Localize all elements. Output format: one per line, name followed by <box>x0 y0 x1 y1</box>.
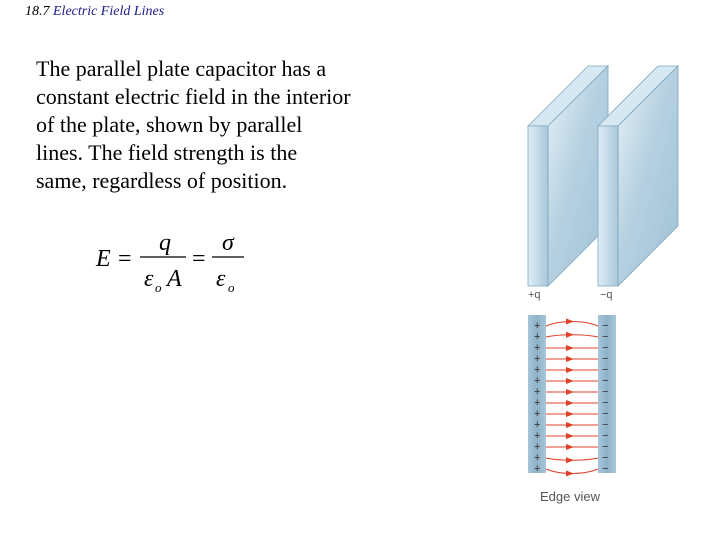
minus-sign: − <box>602 386 609 398</box>
minus-sign: − <box>602 331 609 343</box>
eq-frac2-den-sub: o <box>228 280 235 295</box>
plus-sign: + <box>534 397 541 409</box>
section-title: Electric Field Lines <box>53 4 165 19</box>
description-line: constant electric field in the interior <box>36 84 351 109</box>
minus-sign: − <box>602 342 609 354</box>
minus-sign: − <box>602 441 609 453</box>
field-equation <box>92 226 262 296</box>
minus-sign: − <box>602 463 609 475</box>
description-line: lines. The field strength is the <box>36 140 298 165</box>
description-line: same, regardless of position. <box>36 168 288 193</box>
plus-sign: + <box>534 353 541 365</box>
field-arrow <box>566 444 574 450</box>
field-arrow <box>566 400 574 406</box>
field-arrow <box>566 345 574 351</box>
plus-sign: + <box>534 430 541 442</box>
capacitor-figure <box>500 60 700 520</box>
eq-equals-2: = <box>192 246 206 272</box>
right-plate <box>598 66 678 286</box>
minus-sign: − <box>602 430 609 442</box>
plus-sign: + <box>534 408 541 420</box>
field-arrow <box>566 367 574 373</box>
edge-view-caption: Edge view <box>540 489 600 504</box>
field-arrow <box>566 457 574 463</box>
plus-sign: + <box>534 386 541 398</box>
eq-frac1-den-eps: ε <box>144 266 154 292</box>
description-line: of the plate, shown by parallel <box>36 112 303 137</box>
section-number: 18.7 <box>25 4 50 19</box>
field-arrow <box>566 356 574 362</box>
field-arrow <box>566 411 574 417</box>
plus-sign: + <box>534 342 541 354</box>
field-arrow <box>566 471 574 477</box>
positive-charges <box>534 320 540 475</box>
plus-sign: + <box>534 463 541 475</box>
eq-frac2-den-eps: ε <box>216 266 226 292</box>
field-arrow <box>566 422 574 428</box>
eq-equals-1: = <box>118 246 132 272</box>
plus-sign: + <box>534 375 541 387</box>
field-arrow <box>566 319 574 325</box>
left-plate-charge-label: +q <box>528 289 541 301</box>
left-plate <box>528 66 608 286</box>
description-line: The parallel plate capacitor has a <box>36 56 327 81</box>
field-arrow <box>566 378 574 384</box>
field-arrow <box>566 433 574 439</box>
right-plate-charge-label: −q <box>600 289 613 301</box>
minus-sign: − <box>602 408 609 420</box>
eq-frac1-den-sub: o <box>155 280 162 295</box>
plus-sign: + <box>534 364 541 376</box>
negative-charges <box>602 320 608 475</box>
minus-sign: − <box>602 375 609 387</box>
minus-sign: − <box>602 397 609 409</box>
plus-sign: + <box>534 419 541 431</box>
eq-frac1-numerator: q <box>159 230 171 256</box>
minus-sign: − <box>602 419 609 431</box>
description-paragraph <box>36 55 396 195</box>
eq-frac2-numerator: σ <box>222 230 234 256</box>
plus-sign: + <box>534 331 541 343</box>
plus-sign: + <box>534 452 541 464</box>
eq-frac1-den-tail: A <box>167 266 182 292</box>
plus-sign: + <box>534 441 541 453</box>
field-arrow <box>566 332 574 338</box>
minus-sign: − <box>602 320 609 332</box>
field-lines <box>546 319 598 477</box>
eq-lhs: E <box>96 246 111 272</box>
plus-sign: + <box>534 320 541 332</box>
minus-sign: − <box>602 452 609 464</box>
minus-sign: − <box>602 364 609 376</box>
slide-header <box>25 4 164 20</box>
field-arrow <box>566 389 574 395</box>
edge-view <box>528 315 616 477</box>
minus-sign: − <box>602 353 609 365</box>
